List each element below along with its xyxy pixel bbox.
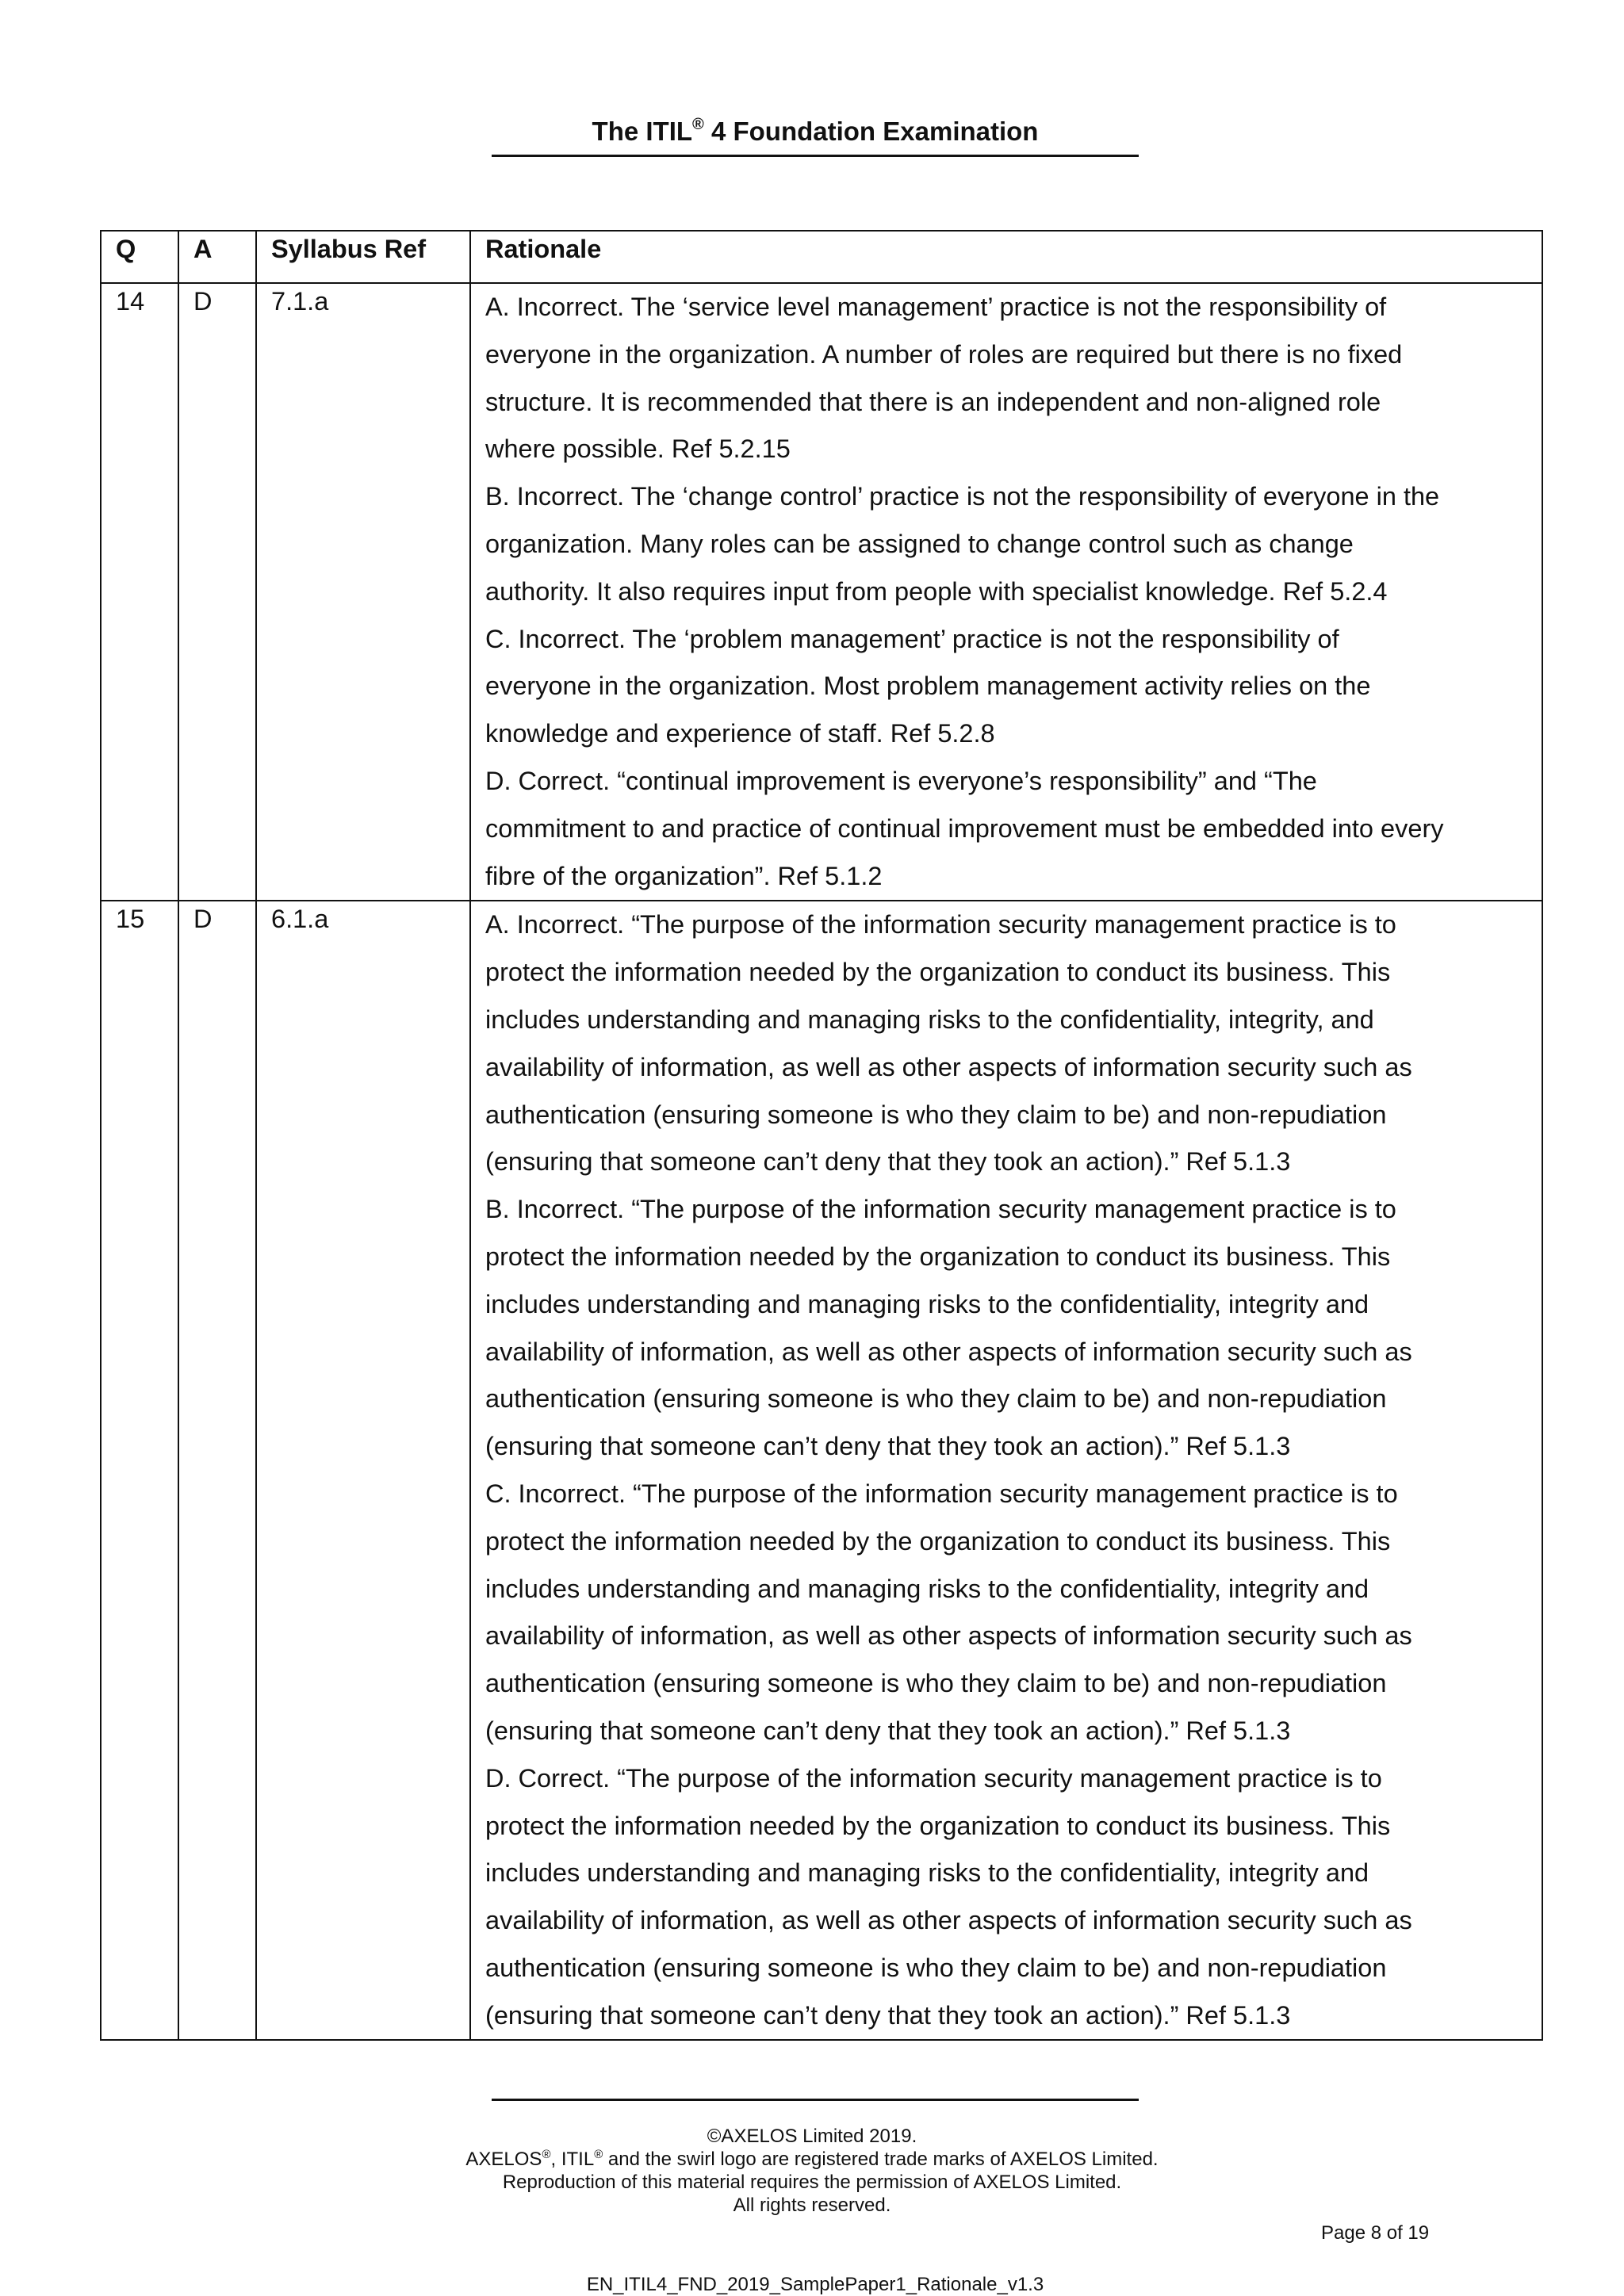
rationale-table [100,230,1543,2041]
table-row [101,901,1542,2040]
rationale-line: (ensuring that someone can’t deny that they took an action).” Ref 5.1.3 [485,1147,1291,1177]
rationale-line: everyone in the organization. A number of roles are required but there is no fixed [485,339,1403,369]
rationale-cell [470,901,1542,2040]
rationale-line: D. Correct. “The purpose of the information security management practice is to [485,1763,1382,1793]
rationale-line: protect the information needed by the organization to conduct its business. This [485,1526,1391,1556]
column-header-rationale: Rationale [470,231,1542,283]
rationale-line: C. Incorrect. The ‘problem management’ practice is not the responsibility of [485,624,1339,653]
rationale-line: everyone in the organization. Most problem management activity relies on the [485,672,1371,701]
rationale-line: authentication (ensuring someone is who they claim to be) and non-repudiation [485,1953,1387,1982]
rationale-line: availability of information, as well as other aspects of information security such as [485,1621,1412,1651]
header-title-text: The ITIL [592,117,693,146]
rationale-line: availability of information, as well as other aspects of information security such as [485,1337,1412,1366]
rationale-line: A. Incorrect. “The purpose of the information security management practice is to [485,910,1396,939]
registered-mark: ® [692,116,704,133]
rationale-line: includes understanding and managing risks to the confidentiality, integrity, and [485,1004,1374,1034]
question-number-cell: 14 [101,283,178,901]
rationale-line: (ensuring that someone can’t deny that they took an action).” Ref 5.1.3 [485,1432,1291,1461]
rationale-line: A. Incorrect. The ‘service level management’ practice is not the responsibility of [485,293,1387,321]
rationale-line: C. Incorrect. “The purpose of the information security management practice is to [485,1479,1398,1508]
footer-copyright: ©AXELOS Limited 2019. [707,2126,917,2147]
rationale-line: availability of information, as well as other aspects of information security such as [485,1906,1412,1935]
footer-rights: All rights reserved. [733,2195,891,2216]
column-header-syllabus-ref: Syllabus Ref [256,231,470,283]
rationale-line: includes understanding and managing risks to the confidentiality, integrity and [485,1858,1369,1888]
column-header-a: A [178,231,256,283]
rationale-line: authentication (ensuring someone is who they claim to be) and non-repudiation [485,1384,1387,1414]
page-header-title [492,114,1139,149]
footer-trademarks: AXELOS®, ITIL® and the swirl logo are registered trade marks of AXELOS Limited. [465,2148,1159,2170]
rationale-line: fibre of the organization”. Ref 5.1.2 [485,861,883,890]
footer-legal [333,2125,1291,2217]
rationale-line: organization. Many roles can be assigned to change control such as change [485,529,1354,558]
rationale-line: (ensuring that someone can’t deny that they took an action).” Ref 5.1.3 [485,1716,1291,1745]
footer-reproduction: Reproduction of this material requires the permission of AXELOS Limited. [502,2172,1122,2193]
table-row [101,283,1542,901]
header-title-text-rest: 4 Foundation Examination [703,117,1039,146]
table-header-row [101,231,1542,283]
answer-cell: D [178,901,256,2040]
rationale-line: authentication (ensuring someone is who they claim to be) and non-repudiation [485,1100,1387,1129]
rationale-cell [470,283,1542,901]
rationale-line: includes understanding and managing risks to the confidentiality, integrity and [485,1574,1369,1603]
header-rule [492,155,1139,157]
rationale-line: protect the information needed by the organization to conduct its business. This [485,1242,1391,1271]
rationale-line: B. Incorrect. The ‘change control’ practice is not the responsibility of everyone in the [485,482,1440,511]
answer-cell: D [178,283,256,901]
footer-rule [492,2099,1139,2101]
syllabus-ref-cell: 7.1.a [256,283,470,901]
syllabus-ref-cell: 6.1.a [256,901,470,2040]
question-number-cell: 15 [101,901,178,2040]
rationale-line: D. Correct. “continual improvement is everyone’s responsibility” and “The [485,766,1317,795]
rationale-line: includes understanding and managing risks to the confidentiality, integrity and [485,1289,1369,1318]
rationale-line: protect the information needed by the organization to conduct its business. This [485,958,1391,987]
page-number: Page 8 of 19 [1321,2222,1430,2244]
rationale-line: knowledge and experience of staff. Ref 5.2.8 [485,719,995,748]
document-id: EN_ITIL4_FND_2019_SamplePaper1_Rationale_v1.3 [586,2274,1044,2295]
rationale-line: commitment to and practice of continual improvement must be embedded into every [485,813,1444,843]
rationale-line: authority. It also requires input from people with specialist knowledge. Ref 5.2.4 [485,576,1388,606]
rationale-line: where possible. Ref 5.2.15 [485,434,791,464]
rationale-line: B. Incorrect. “The purpose of the information security management practice is to [485,1195,1396,1224]
rationale-line: protect the information needed by the organization to conduct its business. This [485,1811,1391,1840]
column-header-q: Q [101,231,178,283]
rationale-line: authentication (ensuring someone is who they claim to be) and non-repudiation [485,1669,1387,1698]
rationale-line: (ensuring that someone can’t deny that they took an action).” Ref 5.1.3 [485,2000,1291,2030]
rationale-line: structure. It is recommended that there is an independent and non-aligned role [485,387,1381,416]
rationale-line: availability of information, as well as other aspects of information security such as [485,1052,1412,1081]
